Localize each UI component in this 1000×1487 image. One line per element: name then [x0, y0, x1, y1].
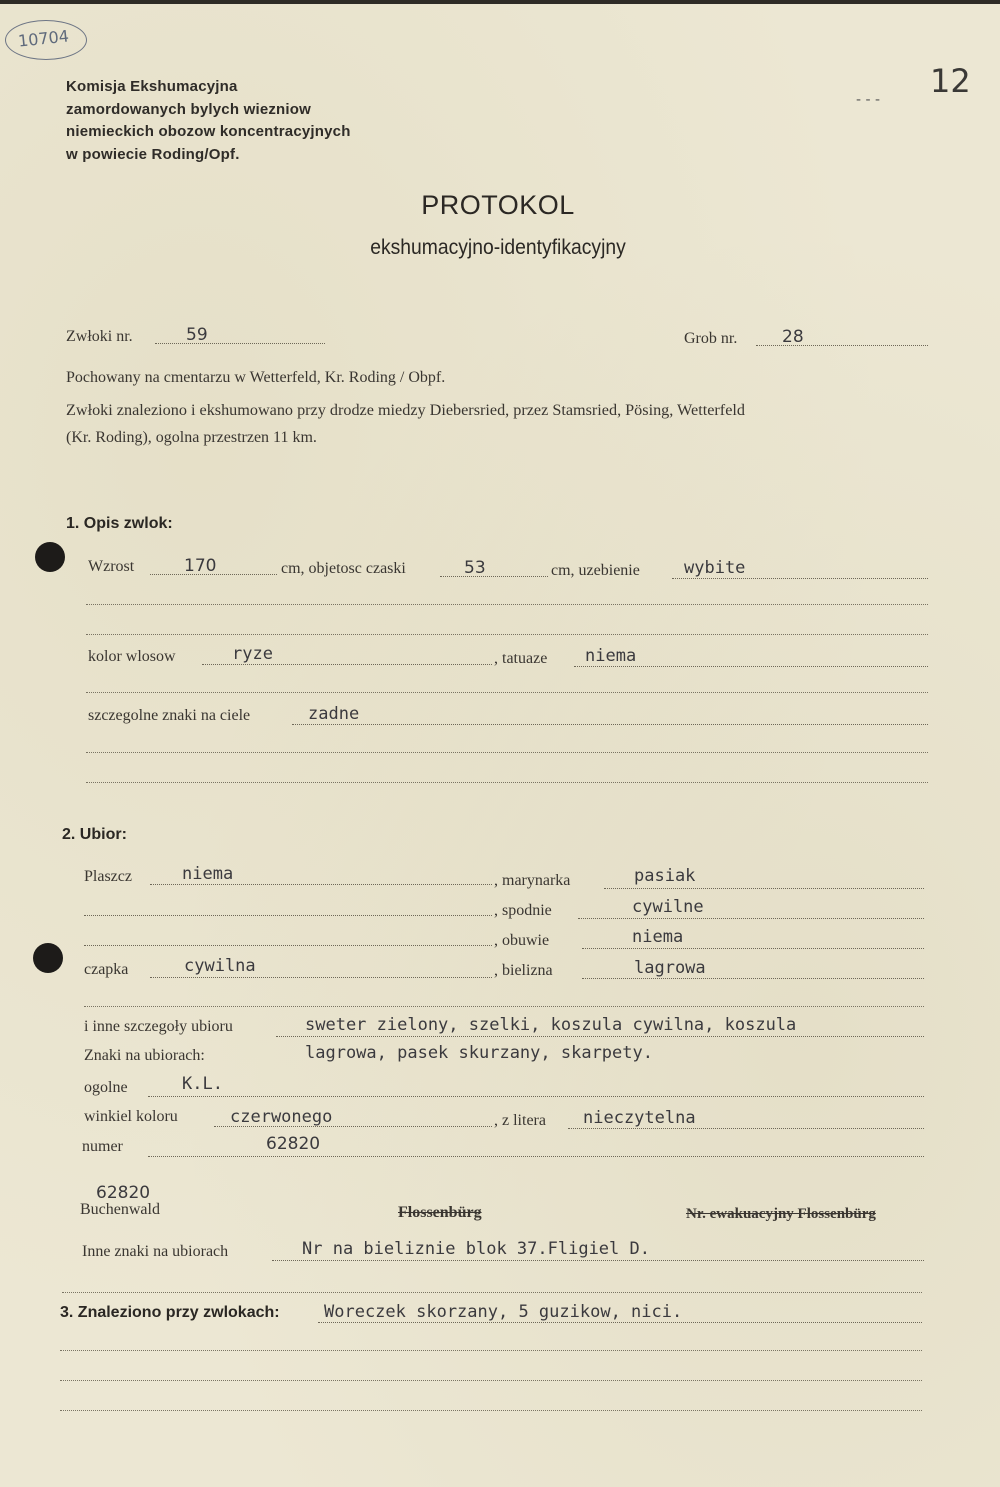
committee-line-4: w powiecie Roding/Opf. — [66, 145, 240, 163]
archive-stamp — [5, 20, 87, 60]
jacket-line — [604, 888, 924, 889]
body-number-value: 59 — [186, 325, 208, 345]
top-edge — [0, 0, 1000, 4]
body-number-line — [155, 343, 325, 344]
general-marks-line — [148, 1096, 924, 1097]
teeth-label: cm, uzebienie — [551, 562, 640, 579]
found-items-line — [318, 1322, 922, 1323]
other-clothing-marks-line — [272, 1260, 924, 1261]
cap-line — [150, 977, 492, 978]
page-dashes: - - - — [856, 92, 881, 108]
blank-line-4 — [86, 752, 928, 753]
blank-line-2 — [86, 634, 928, 635]
height-value: 170 — [184, 556, 217, 576]
letter-value: nieczytelna — [583, 1108, 696, 1128]
found-line-2: (Kr. Roding), ogolna przestrzen 11 km. — [66, 429, 317, 446]
body-number-label: Zwłoki nr. — [66, 328, 133, 345]
skull-label: cm, objetosc czaski — [281, 560, 406, 577]
committee-header — [66, 76, 351, 166]
body-marks-line — [292, 724, 928, 725]
blank-line-5 — [86, 782, 928, 783]
section-3-heading: 3. Znaleziono przy zwlokach: — [60, 1304, 280, 1321]
grave-number-label: Grob nr. — [684, 330, 738, 347]
other-clothing-marks-label: Inne znaki na ubiorach — [82, 1243, 229, 1260]
archive-stamp-text: 10704 — [17, 26, 70, 51]
letter-label: , z litera — [494, 1112, 546, 1129]
jacket-value: pasiak — [634, 866, 696, 886]
letter-line — [568, 1128, 924, 1129]
shoes-label: , obuwie — [494, 932, 550, 949]
other-details-value-1: sweter zielony, szelki, koszula cywilna, koszula — [305, 1015, 797, 1035]
document-subtitle: ekshumacyjno-identyfikacyjny — [370, 236, 626, 259]
teeth-value: wybite — [684, 558, 746, 578]
coat-line — [150, 884, 492, 885]
triangle-label: winkiel koloru — [84, 1108, 178, 1125]
cap-label: czapka — [84, 961, 129, 978]
found-items-value: Woreczek skorzany, 5 guzikow, nici. — [324, 1302, 683, 1322]
committee-line-2: zamordowanych bylych wiezniow — [66, 100, 312, 118]
trousers-value: cywilne — [632, 897, 704, 917]
hair-label: kolor wlosow — [88, 648, 176, 665]
punch-hole-1 — [35, 542, 65, 572]
evacuation-number: Nr. ewakuacyjny Flossenbürg — [686, 1206, 876, 1222]
tattoo-label: , tatuaze — [494, 650, 548, 667]
prisoner-number-label: numer — [82, 1138, 123, 1155]
found-line-1: Zwłoki znaleziono i ekshumowano przy drodze miedzy Diebersried, przez Stamsried, Pösing, Wetterfeld — [66, 401, 745, 419]
underwear-line — [582, 978, 924, 979]
skull-line — [440, 576, 548, 577]
blank-line-1 — [86, 604, 928, 605]
camp-buchenwald: Buchenwald — [80, 1201, 160, 1218]
blank-line-3 — [86, 692, 928, 693]
coat-value: niema — [182, 864, 234, 884]
underwear-value: lagrowa — [634, 958, 706, 978]
shoes-value: niema — [632, 927, 684, 947]
other-details-label: i inne szczegoły ubioru — [84, 1018, 233, 1035]
trousers-line — [578, 918, 924, 919]
skull-value: 53 — [464, 558, 486, 578]
underwear-label: , bielizna — [494, 962, 553, 979]
document-title: PROTOKOL — [421, 190, 575, 220]
shoes-line — [582, 948, 924, 949]
general-marks-label: ogolne — [84, 1079, 128, 1096]
blank-line-7 — [62, 1292, 922, 1293]
section-1-heading: 1. Opis zwlok: — [66, 515, 173, 532]
jacket-label: , marynarka — [494, 872, 571, 889]
height-label: Wzrost — [88, 558, 135, 575]
trousers-label: , spodnie — [494, 902, 552, 919]
other-clothing-marks-value: Nr na bieliznie blok 37.Fligiel D. — [302, 1239, 650, 1259]
note-number: 62820 — [96, 1183, 151, 1203]
triangle-value: czerwonego — [230, 1107, 333, 1127]
trousers-left-line — [84, 915, 492, 916]
committee-line-1: Komisja Ekshumacyjna — [66, 78, 238, 95]
other-details-line — [276, 1036, 924, 1037]
hair-line — [202, 664, 492, 665]
punch-hole-2 — [33, 943, 63, 973]
cap-value: cywilna — [184, 956, 256, 976]
camp-flossenburg: Flossenbürg — [398, 1204, 482, 1221]
blank-line-8 — [60, 1350, 922, 1351]
blank-line-10 — [60, 1410, 922, 1411]
body-marks-value: zadne — [308, 704, 360, 724]
shoes-left-line — [84, 945, 492, 946]
blank-line-9 — [60, 1380, 922, 1381]
committee-line-3: niemieckich obozow koncentracyjnych — [66, 123, 351, 140]
coat-label: Plaszcz — [84, 868, 132, 885]
other-details-value-2: lagrowa, pasek skurzany, skarpety. — [305, 1043, 653, 1063]
blank-line-6 — [84, 1006, 924, 1007]
section-2-heading: 2. Ubior: — [62, 826, 127, 843]
teeth-line — [672, 578, 928, 579]
tattoo-value: niema — [585, 646, 637, 666]
prisoner-number-line — [148, 1156, 924, 1157]
body-marks-label: szczegolne znaki na ciele — [88, 707, 251, 724]
tattoo-line — [574, 666, 928, 667]
general-marks-value: K.L. — [182, 1074, 223, 1094]
hair-value: ryze — [232, 644, 273, 664]
prisoner-number-value: 62820 — [266, 1134, 321, 1154]
burial-text: Pochowany na cmentarzu w Wetterfeld, Kr. Roding / Obpf. — [66, 369, 446, 386]
page-number: 12 — [930, 62, 971, 100]
grave-number-value: 28 — [782, 327, 804, 347]
clothing-marks-label: Znaki na ubiorach: — [84, 1047, 205, 1064]
